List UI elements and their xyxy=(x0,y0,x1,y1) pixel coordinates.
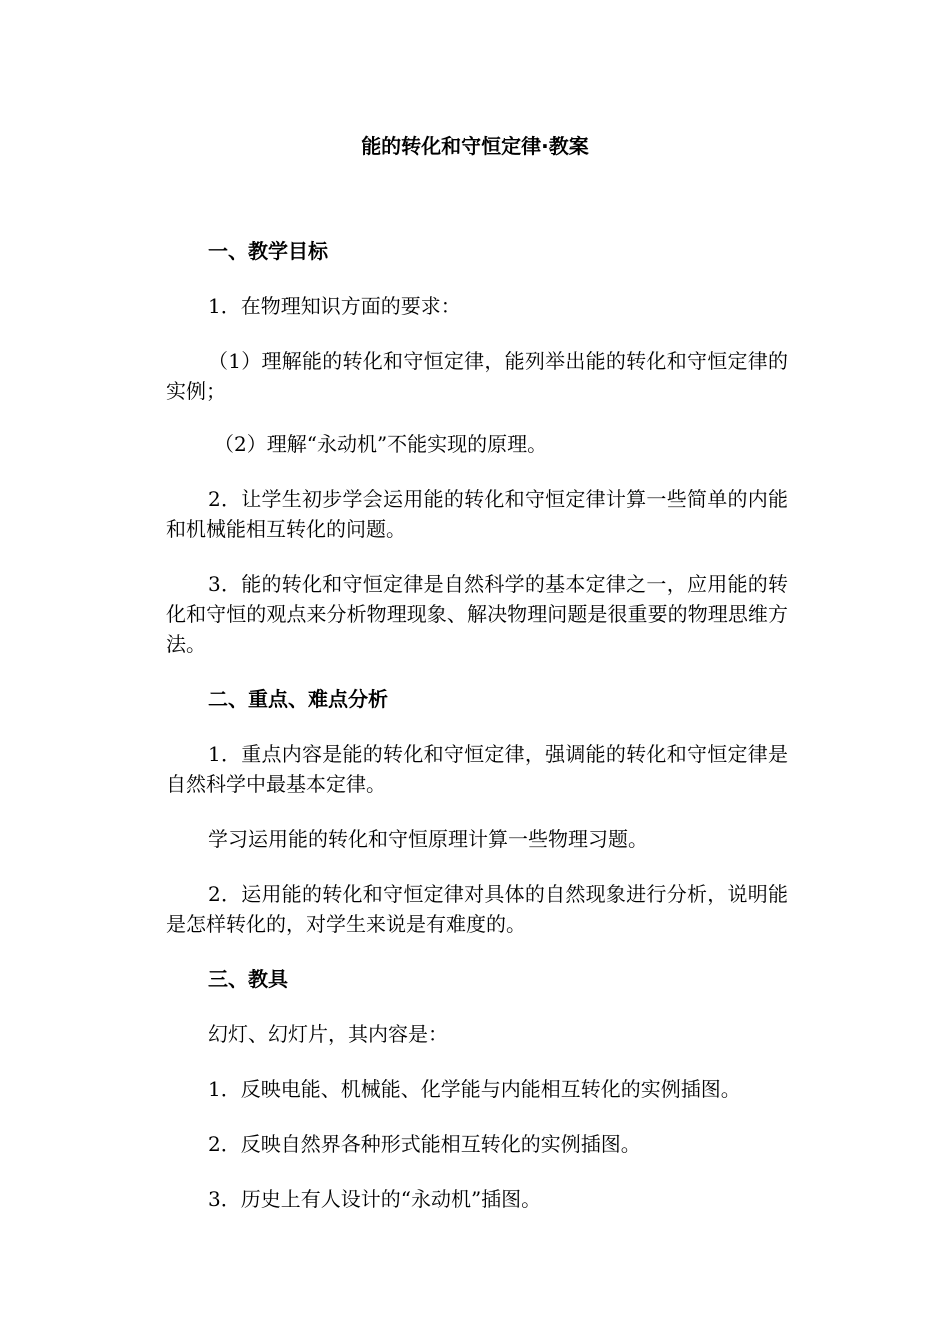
section-heading-objectives: 一、教学目标 xyxy=(208,239,328,263)
paragraph: 3．能的转化和守恒定律是自然科学的基本定律之一，应用能的转化和守恒的观点来分析物理现象、解决物理问题是很重要的物理思维方法。 xyxy=(166,572,788,656)
paragraph: 3．历史上有人设计的“永动机”插图。 xyxy=(208,1187,542,1211)
document-title: 能的转化和守恒定律·教案 xyxy=(361,134,589,158)
paragraph: 1．反映电能、机械能、化学能与内能相互转化的实例插图。 xyxy=(208,1077,741,1101)
paragraph: 学习运用能的转化和守恒原理计算一些物理习题。 xyxy=(208,827,648,851)
paragraph: 1．重点内容是能的转化和守恒定律，强调能的转化和守恒定律是自然科学中最基本定律。 xyxy=(166,742,788,796)
paragraph: （1）理解能的转化和守恒定律，能列举出能的转化和守恒定律的实例； xyxy=(166,349,788,403)
section-heading-teaching-aids: 三、教具 xyxy=(208,967,288,991)
paragraph: 2．运用能的转化和守恒定律对具体的自然现象进行分析，说明能是怎样转化的，对学生来说是有难度的。 xyxy=(166,882,788,936)
section-heading-key-points: 二、重点、难点分析 xyxy=(208,687,388,711)
paragraph: 幻灯、幻灯片，其内容是： xyxy=(208,1022,448,1046)
document-body xyxy=(166,236,788,1214)
paragraph: （2）理解“永动机”不能实现的原理。 xyxy=(214,432,548,456)
paragraph: 2．让学生初步学会运用能的转化和守恒定律计算一些简单的内能和机械能相互转化的问题。 xyxy=(166,487,788,541)
paragraph: 1．在物理知识方面的要求： xyxy=(208,294,461,318)
paragraph: 2．反映自然界各种形式能相互转化的实例插图。 xyxy=(208,1132,641,1156)
